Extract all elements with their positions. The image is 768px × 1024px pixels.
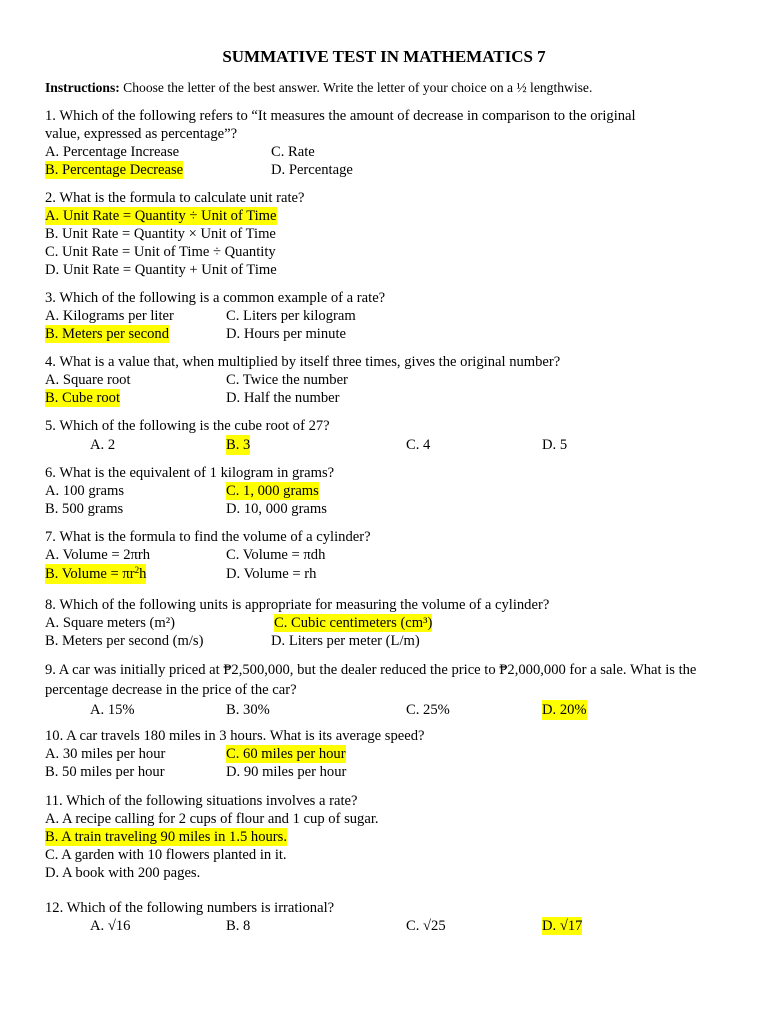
question-5 — [45, 417, 735, 455]
options-row — [45, 846, 735, 864]
option-d: D. 5 — [542, 437, 568, 453]
options-row — [45, 143, 735, 161]
options-row — [45, 482, 735, 500]
option-a: A. 15% — [90, 702, 135, 718]
option-d: D. 90 miles per hour — [226, 764, 347, 780]
options-row — [45, 564, 735, 584]
question-7 — [45, 528, 735, 584]
option-b-answer: B. Percentage Decrease — [45, 162, 184, 178]
option-d: D. A book with 200 pages. — [45, 865, 201, 881]
options-row — [45, 325, 735, 343]
option-b-superscript: 2 — [134, 565, 140, 575]
question-stem: 5. Which of the following is the cube root of 27? — [45, 418, 330, 434]
option-c: C. Unit Rate = Unit of Time ÷ Quantity — [45, 244, 276, 260]
option-c: C. 25% — [406, 702, 450, 718]
question-stem: 9. A car was initially priced at ₱2,500,000, but the dealer reduced the price to ₱2,000,000 for a sale. What is the percentage decrease in the price of the car? — [45, 662, 697, 698]
options-row — [45, 763, 735, 781]
question-11 — [45, 792, 735, 882]
option-d: D. Hours per minute — [226, 326, 346, 342]
option-d: D. 10, 000 grams — [226, 501, 327, 517]
question-stem: 11. Which of the following situations involves a rate? — [45, 793, 358, 809]
option-b-suffix: h — [139, 566, 147, 582]
question-stem: 1. Which of the following refers to “It measures the amount of decrease in comparison to the original value, expressed as percentage”? — [45, 108, 636, 142]
option-b: B. 50 miles per hour — [45, 764, 165, 780]
option-c: C. Rate — [271, 144, 315, 160]
options-row — [45, 225, 735, 243]
option-a: A. √16 — [90, 918, 131, 934]
options-row — [45, 864, 735, 882]
option-d: D. Unit Rate = Quantity + Unit of Time — [45, 262, 277, 278]
option-b-answer: B. 3 — [226, 437, 251, 453]
option-a: A. Kilograms per liter — [45, 308, 174, 324]
option-a: A. 30 miles per hour — [45, 746, 166, 762]
question-4 — [45, 353, 735, 407]
options-row — [45, 435, 735, 455]
option-a: A. Percentage Increase — [45, 144, 180, 160]
option-d: D. Liters per meter (L/m) — [271, 633, 420, 649]
option-a: A. Volume = 2πrh — [45, 547, 151, 563]
option-a: A. Square meters (m²) — [45, 615, 176, 631]
option-c: C. Volume = πdh — [226, 547, 326, 563]
option-c-answer: C. 1, 000 grams — [226, 483, 319, 499]
question-12 — [45, 899, 735, 935]
option-b: B. 8 — [226, 918, 251, 934]
option-b: B. Unit Rate = Quantity × Unit of Time — [45, 226, 276, 242]
option-a: A. 2 — [90, 437, 116, 453]
options-row — [45, 828, 735, 846]
option-a: A. 100 grams — [45, 483, 125, 499]
options-row — [45, 161, 735, 179]
question-stem: 2. What is the formula to calculate unit rate? — [45, 190, 305, 206]
page-title: SUMMATIVE TEST IN MATHEMATICS 7 — [222, 47, 546, 66]
option-d: D. Percentage — [271, 162, 353, 178]
options-row — [45, 307, 735, 325]
option-c: C. Twice the number — [226, 372, 348, 388]
option-c: C. A garden with 10 flowers planted in it. — [45, 847, 287, 863]
options-row — [45, 546, 735, 564]
options-row — [45, 500, 735, 518]
option-c: C. √25 — [406, 918, 446, 934]
question-8 — [45, 596, 735, 650]
question-1 — [45, 107, 735, 179]
option-b-answer: B. A train traveling 90 miles in 1.5 hours. — [45, 829, 287, 845]
option-a-answer: A. Unit Rate = Quantity ÷ Unit of Time — [45, 208, 277, 224]
option-a: A. Square root — [45, 372, 131, 388]
options-row — [45, 261, 735, 279]
instructions-text: Choose the letter of the best answer. Write the letter of your choice on a ½ lengthwise. — [119, 80, 593, 95]
option-c-answer: C. 60 miles per hour — [226, 746, 346, 762]
question-stem: 6. What is the equivalent of 1 kilogram in grams? — [45, 465, 335, 481]
option-d-answer: D. √17 — [542, 918, 583, 934]
instructions — [45, 79, 735, 97]
options-row — [45, 917, 735, 935]
option-b-answer: B. Meters per second — [45, 326, 170, 342]
instructions-label: Instructions: — [45, 80, 120, 95]
question-stem: 10. A car travels 180 miles in 3 hours. What is its average speed? — [45, 728, 425, 744]
option-c: C. 4 — [406, 437, 431, 453]
options-row — [45, 810, 735, 828]
question-10 — [45, 727, 735, 781]
option-b-text: B. Volume = πr — [45, 566, 135, 582]
options-row — [45, 614, 735, 632]
options-row — [45, 632, 735, 650]
option-b: B. 30% — [226, 702, 270, 718]
option-d: D. Volume = rh — [226, 566, 317, 582]
question-6 — [45, 464, 735, 518]
option-c-answer: C. Cubic centimeters (cm³) — [274, 615, 433, 631]
options-row — [45, 371, 735, 389]
question-3 — [45, 289, 735, 343]
option-c: C. Liters per kilogram — [226, 308, 356, 324]
option-b-answer — [45, 564, 146, 584]
question-stem: 7. What is the formula to find the volume of a cylinder? — [45, 529, 371, 545]
option-d: D. Half the number — [226, 390, 340, 406]
question-stem: 8. Which of the following units is appropriate for measuring the volume of a cylinder? — [45, 597, 550, 613]
option-b: B. 500 grams — [45, 501, 124, 517]
question-stem: 12. Which of the following numbers is irrational? — [45, 900, 335, 916]
question-2 — [45, 189, 735, 279]
question-stem: 3. Which of the following is a common example of a rate? — [45, 290, 386, 306]
options-row — [45, 389, 735, 407]
option-b-answer: B. Cube root — [45, 390, 120, 406]
question-9 — [45, 660, 735, 720]
options-row — [45, 207, 735, 225]
question-stem: 4. What is a value that, when multiplied by itself three times, gives the original number? — [45, 354, 561, 370]
option-b: B. Meters per second (m/s) — [45, 633, 204, 649]
options-row — [45, 700, 735, 720]
options-row — [45, 745, 735, 763]
option-d-answer: D. 20% — [542, 702, 587, 718]
option-a: A. A recipe calling for 2 cups of flour and 1 cup of sugar. — [45, 811, 379, 827]
options-row — [45, 243, 735, 261]
